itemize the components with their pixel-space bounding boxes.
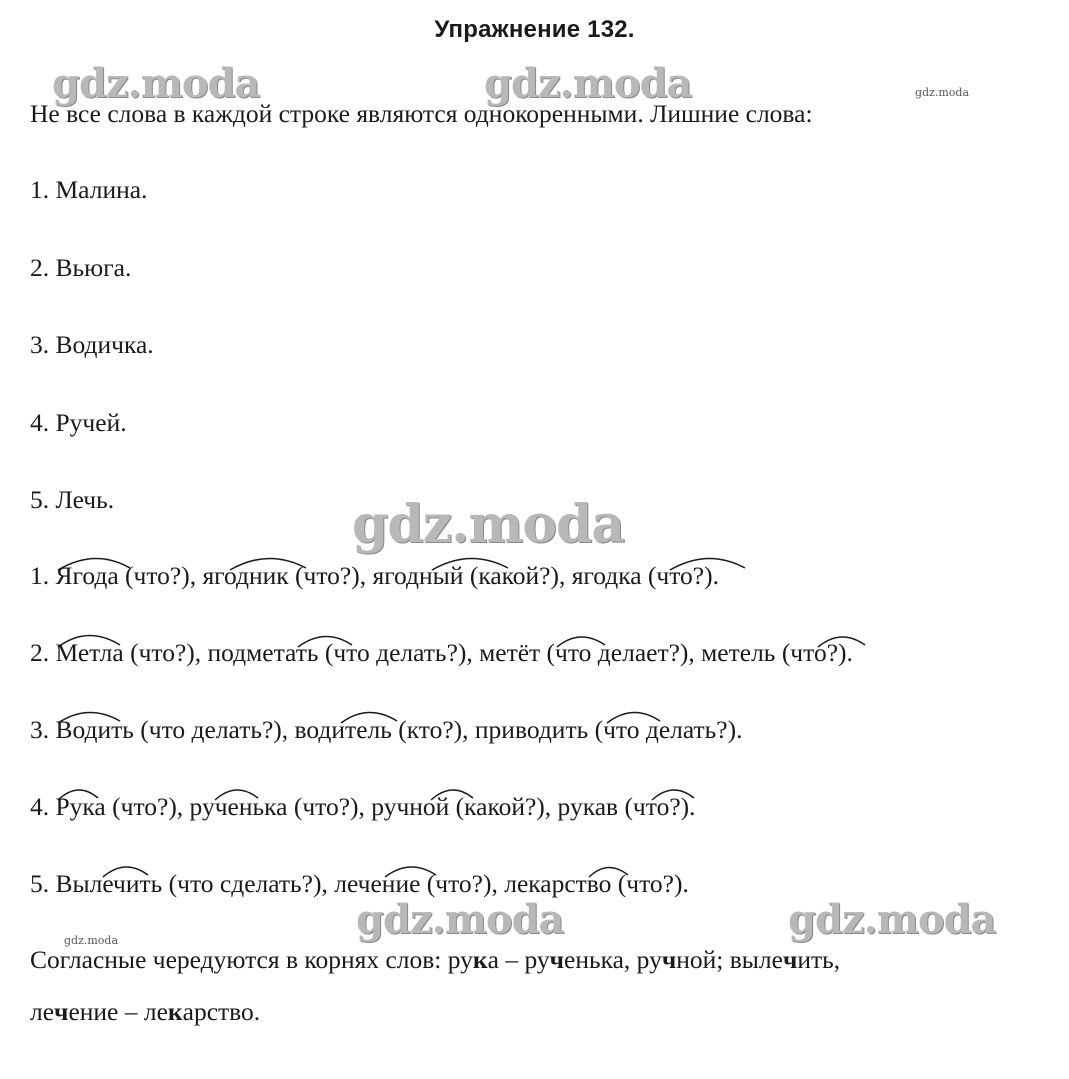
watermark: gdz.moda <box>52 60 260 107</box>
extra-word: 4. Ручей. <box>30 408 127 437</box>
alternation-line: лечение – лекарство. <box>30 997 261 1026</box>
word-group: 4. Рука (что?), рученька (что?), ручной (какой?), рукав (что?). <box>30 792 696 821</box>
word-group: 2. Метла (что?), подметать (что делать?), метёт (что делает?), метель (что?). <box>30 638 853 667</box>
alternation-line: Согласные чередуются в корнях слов: рука – рученька, ручной; вылечить, <box>30 945 841 974</box>
extra-word: 1. Малина. <box>30 175 148 204</box>
watermark: gdz.moda <box>915 86 970 99</box>
intro-text: Не все слова в каждой строке являются однокоренными. Лишние слова: <box>30 99 813 128</box>
watermark: gdz.moda <box>356 896 564 943</box>
extra-word: 2. Вьюга. <box>30 253 132 282</box>
watermark: gdz.moda <box>64 934 119 947</box>
extra-word: 3. Водичка. <box>30 330 154 359</box>
word-group: 5. Вылечить (что сделать?), лечение (что?), лекарство (что?). <box>30 869 689 898</box>
word-group: 3. Водить (что делать?), водитель (кто?), приводить (что делать?). <box>30 715 743 744</box>
word-group: 1. Ягода (что?), ягодник (что?), ягодный (какой?), ягодка (что?). <box>30 561 719 590</box>
watermark: gdz.moda <box>352 494 625 555</box>
watermark: gdz.moda <box>484 60 692 107</box>
extra-word: 5. Лечь. <box>30 485 115 514</box>
page-title: Упражнение 132. <box>434 16 635 43</box>
watermark: gdz.moda <box>788 896 996 943</box>
